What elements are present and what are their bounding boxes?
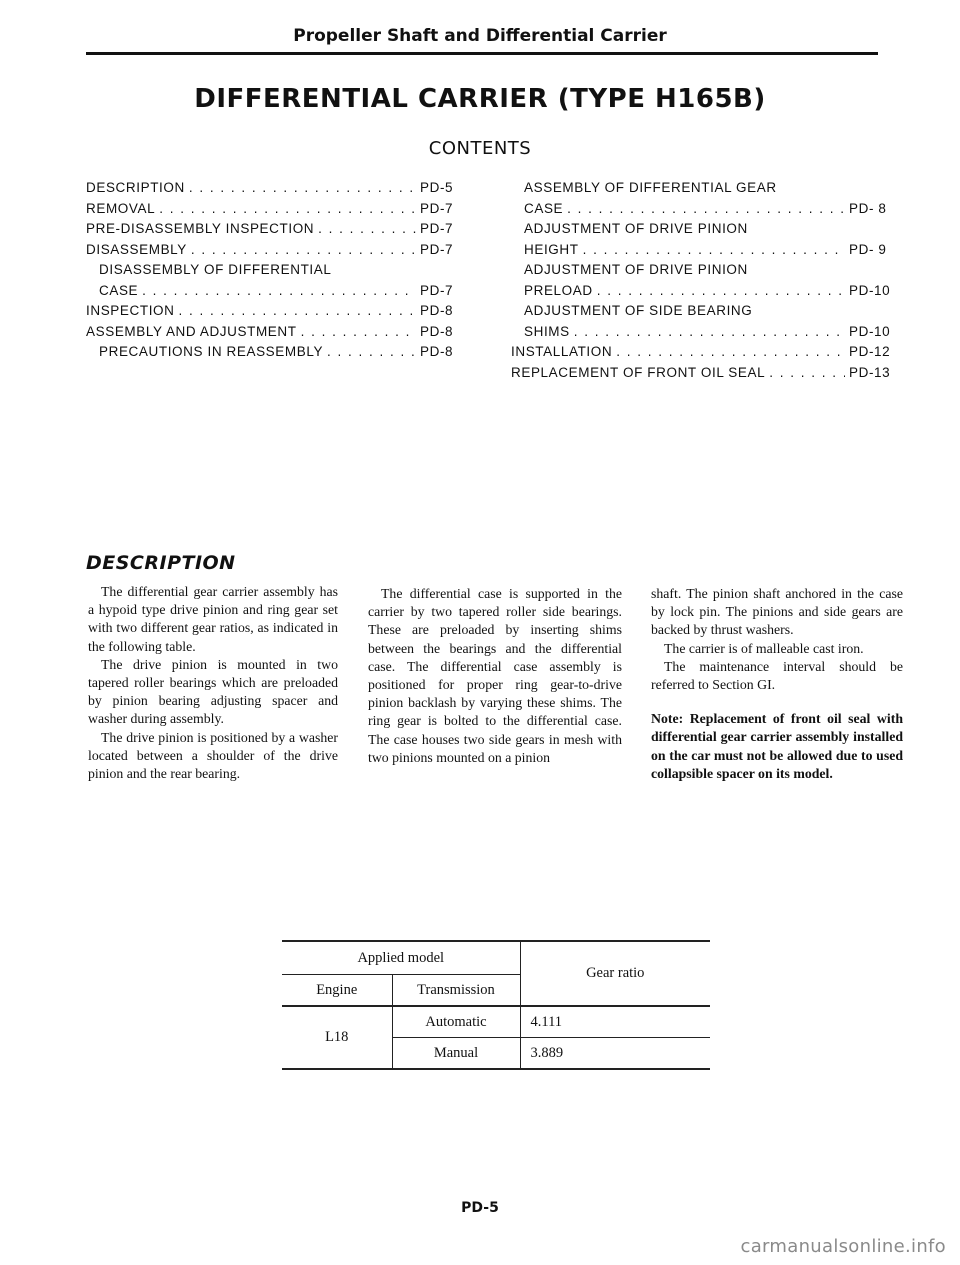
toc-entry[interactable] bbox=[86, 342, 472, 363]
toc-label: REMOVAL bbox=[86, 200, 156, 216]
toc-label: DISASSEMBLY OF DIFFERENTIAL bbox=[99, 262, 332, 277]
engine-header: Engine bbox=[282, 975, 392, 1007]
toc-label: SHIMS bbox=[524, 323, 570, 339]
toc-entry[interactable] bbox=[86, 322, 472, 343]
paragraph: shaft. The pinion shaft anchored in the case by lock pin. The pinions and side gears are backed by thrust washers. bbox=[651, 586, 903, 638]
paragraph: The drive pinion is mounted in two tapered roller bearings which are preloaded by pinion bearing adjusting spacer and washer during assembly. bbox=[88, 656, 338, 727]
gear-ratio-table bbox=[282, 940, 710, 1070]
toc-page: PD-8 bbox=[420, 303, 454, 318]
ratio-cell: 3.889 bbox=[520, 1038, 710, 1070]
toc-leader bbox=[574, 322, 845, 343]
toc-label: ADJUSTMENT OF DRIVE PINION bbox=[524, 221, 748, 236]
description-column-3 bbox=[651, 585, 903, 783]
toc-entry[interactable] bbox=[86, 281, 472, 302]
toc-label: INSTALLATION bbox=[511, 344, 613, 359]
toc-label: ADJUSTMENT OF SIDE BEARING bbox=[524, 303, 753, 318]
transmission-cell: Manual bbox=[392, 1038, 520, 1070]
toc-label: CASE bbox=[524, 200, 564, 216]
toc-label: ASSEMBLY OF DIFFERENTIAL GEAR bbox=[524, 180, 777, 195]
toc-page: PD-13 bbox=[849, 364, 891, 380]
description-column-1 bbox=[88, 583, 338, 783]
toc-entry[interactable] bbox=[511, 342, 901, 363]
toc-label: DISASSEMBLY bbox=[86, 241, 187, 257]
toc-entry-heading bbox=[511, 301, 901, 322]
toc-page: PD- 8 bbox=[849, 200, 887, 216]
header-rule bbox=[86, 52, 878, 55]
toc-label: PRE-DISASSEMBLY INSPECTION bbox=[86, 221, 315, 236]
toc-label: REPLACEMENT OF FRONT OIL SEAL bbox=[511, 364, 766, 380]
toc-leader bbox=[769, 363, 845, 384]
toc-page: PD-7 bbox=[420, 200, 454, 216]
toc-entry-heading bbox=[511, 219, 901, 240]
toc-entry[interactable] bbox=[511, 363, 901, 384]
toc-leader bbox=[318, 219, 416, 240]
ratio-cell: 4.111 bbox=[520, 1006, 710, 1038]
toc-label: ADJUSTMENT OF DRIVE PINION bbox=[524, 262, 748, 277]
toc-label: DESCRIPTION bbox=[86, 180, 185, 195]
toc-leader bbox=[327, 342, 416, 363]
toc-leader bbox=[616, 342, 845, 363]
toc-left-column bbox=[86, 178, 472, 363]
toc-page: PD-5 bbox=[420, 180, 454, 195]
description-column-2 bbox=[368, 585, 622, 767]
applied-model-header: Applied model bbox=[282, 941, 520, 975]
engine-cell: L18 bbox=[282, 1006, 392, 1069]
toc-page: PD-10 bbox=[849, 323, 891, 339]
paragraph: The carrier is of malleable cast iron. bbox=[664, 640, 864, 656]
running-title: Propeller Shaft and Differential Carrier bbox=[293, 26, 667, 46]
toc-label: INSPECTION bbox=[86, 303, 175, 318]
toc-leader bbox=[179, 301, 416, 322]
toc-right-column bbox=[511, 178, 901, 383]
toc-page: PD-8 bbox=[420, 323, 454, 339]
toc-leader bbox=[567, 199, 845, 220]
contents-title: CONTENTS bbox=[428, 138, 532, 159]
toc-leader bbox=[159, 199, 416, 220]
paragraph: The drive pinion is positioned by a washer located between a shoulder of the drive pinion and the rear bearing. bbox=[88, 729, 338, 782]
toc-entry[interactable] bbox=[511, 322, 901, 343]
toc-entry[interactable] bbox=[511, 199, 901, 220]
toc-label: CASE bbox=[99, 282, 139, 298]
toc-page: PD-7 bbox=[420, 282, 454, 298]
toc-page: PD- 9 bbox=[849, 241, 887, 257]
paragraph: The differential gear carrier assembly has a hypoid type drive pinion and ring gear set with two different gear ratios, as indicated in the following table. bbox=[88, 584, 338, 654]
toc-label: HEIGHT bbox=[524, 241, 579, 257]
toc-page: PD-7 bbox=[420, 241, 454, 257]
toc-leader bbox=[191, 240, 416, 261]
toc-leader bbox=[189, 178, 416, 199]
paragraph: The differential case is supported in the carrier by two tapered roller side bearings. These are preloaded by inserting shims between the bearings and the differential case. The differential case assembly is positioned for proper ring gear-to-drive pinion backlash by varying these shims. The ring gear is bolted to the differential case. The case houses two side gears in mesh with two pinions mounted on a pinion bbox=[368, 586, 622, 765]
page-number: PD-5 bbox=[461, 1200, 499, 1216]
paragraph: The maintenance interval should be referred to Section GI. bbox=[651, 658, 903, 693]
toc-label: ASSEMBLY AND ADJUSTMENT bbox=[86, 323, 297, 339]
toc-leader bbox=[583, 240, 845, 261]
transmission-header: Transmission bbox=[392, 975, 520, 1007]
watermark: carmanualsonline.info bbox=[740, 1236, 946, 1257]
toc-page: PD-8 bbox=[420, 344, 454, 359]
toc-entry[interactable] bbox=[511, 281, 901, 302]
toc-label: PRECAUTIONS IN REASSEMBLY bbox=[99, 344, 324, 359]
note-paragraph: Note: Replacement of front oil seal with differential gear carrier assembly installed on the car must not be allowed due to used collapsible spacer on its model. bbox=[651, 711, 903, 781]
toc-entry-heading bbox=[511, 260, 901, 281]
toc-leader bbox=[597, 281, 845, 302]
toc-entry[interactable] bbox=[511, 240, 901, 261]
gear-ratio-header: Gear ratio bbox=[520, 941, 710, 1006]
toc-entry[interactable] bbox=[86, 178, 472, 199]
toc-label: PRELOAD bbox=[524, 282, 593, 298]
toc-leader bbox=[301, 322, 416, 343]
toc-entry-heading bbox=[86, 260, 472, 281]
section-heading-description: DESCRIPTION bbox=[86, 552, 236, 574]
toc-leader bbox=[142, 281, 416, 302]
toc-entry-heading bbox=[511, 178, 901, 199]
toc-entry[interactable] bbox=[86, 240, 472, 261]
toc-page: PD-12 bbox=[849, 344, 891, 359]
transmission-cell: Automatic bbox=[392, 1006, 520, 1038]
toc-page: PD-7 bbox=[420, 221, 454, 236]
toc-entry[interactable] bbox=[86, 199, 472, 220]
toc-entry[interactable] bbox=[86, 301, 472, 322]
page-title: DIFFERENTIAL CARRIER (TYPE H165B) bbox=[194, 84, 766, 114]
toc-page: PD-10 bbox=[849, 282, 891, 298]
toc-entry[interactable] bbox=[86, 219, 472, 240]
